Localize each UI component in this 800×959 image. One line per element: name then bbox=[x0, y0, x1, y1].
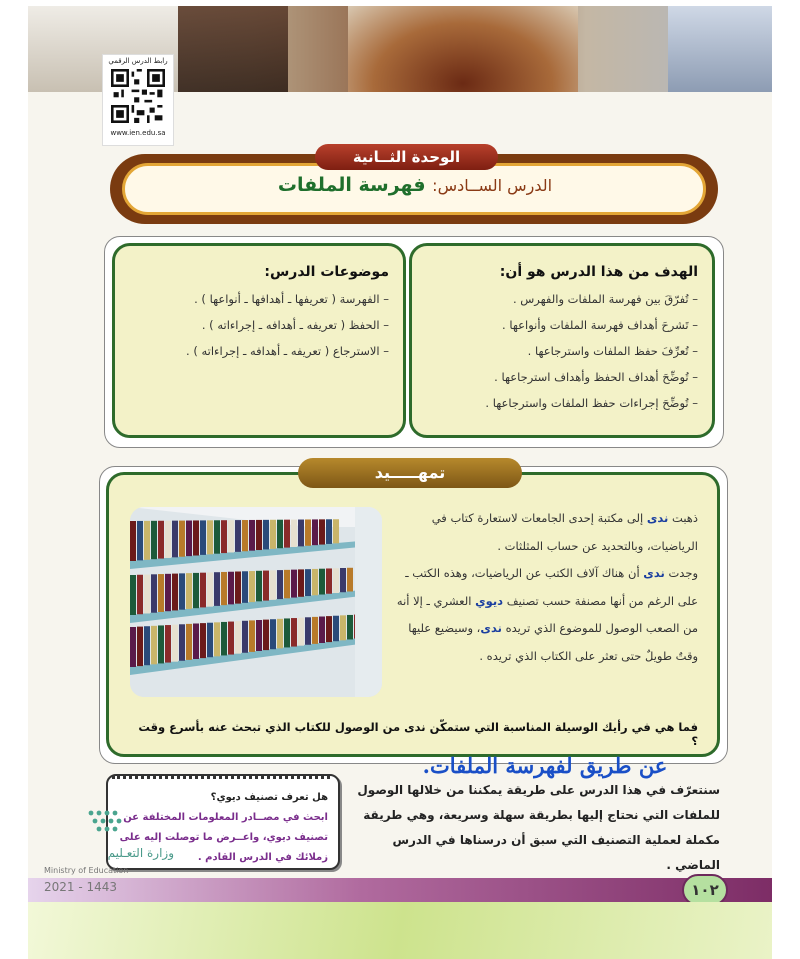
book-spine bbox=[298, 618, 304, 646]
book-spine bbox=[263, 571, 269, 601]
list-item: – الفهرسة ( تعريفها ـ أهدافها ـ أنواعها ) . bbox=[194, 292, 389, 306]
intro-question: فما هي في رأيك الوسيلة المناسبة التي ستمكّن ندى من الوصول للكتاب الذي تبحث عنه بأسرع وقت ؟ bbox=[138, 720, 698, 748]
book-spine bbox=[137, 575, 143, 614]
book-spine bbox=[312, 617, 318, 644]
book-spine bbox=[305, 617, 311, 645]
book-spine bbox=[193, 573, 199, 608]
text-span: ، وسيضيع عليها وقتٌ طويلٌ حتى تعثر على الكتاب الذي تريده . bbox=[408, 621, 698, 663]
name-nada: ندى bbox=[643, 566, 665, 580]
did-you-know-border bbox=[112, 776, 330, 785]
did-you-know-body: ابحث في مصــادر المعلومات المختلفة عن تصنيف ديوي، واعــرض ما توصلت إليه على زملائك في الدرس القادم . bbox=[119, 812, 328, 863]
book-spine bbox=[193, 624, 199, 660]
book-spine bbox=[312, 569, 318, 595]
book-spine bbox=[228, 572, 234, 605]
book-spine bbox=[305, 569, 311, 596]
book-spine bbox=[214, 572, 220, 606]
book-spine bbox=[256, 620, 262, 651]
book-spine bbox=[144, 626, 150, 665]
book-spine bbox=[200, 573, 206, 608]
book-spine bbox=[221, 572, 227, 605]
book-spine bbox=[319, 569, 325, 595]
name-dewey: ديوي bbox=[475, 593, 504, 608]
book-spine bbox=[172, 574, 178, 611]
book-spine bbox=[165, 521, 171, 558]
book-spine bbox=[221, 520, 227, 553]
library-bookshelf-photo bbox=[130, 507, 382, 697]
book-spine bbox=[326, 519, 332, 544]
book-spine bbox=[242, 571, 248, 603]
text-span: أن هناك آلاف الكتب عن الرياضيات، وهذه الكتب ـ على الرغم من أنها مصنفة حسب تصنيف bbox=[405, 566, 698, 608]
book-spine bbox=[158, 521, 164, 559]
footer-decoration bbox=[28, 902, 772, 959]
qr-card[interactable] bbox=[102, 54, 174, 146]
book-spine bbox=[256, 520, 262, 550]
book-spine bbox=[284, 618, 290, 647]
qr-title: رابط الدرس الرقمي bbox=[108, 57, 168, 65]
book-spine bbox=[207, 520, 213, 554]
book-spine bbox=[270, 520, 276, 549]
book-spine bbox=[291, 618, 297, 647]
book-spine bbox=[312, 519, 318, 545]
book-spine bbox=[242, 520, 248, 551]
ministry-english: Ministry of Education bbox=[44, 866, 129, 875]
list-item: – تُفرّقَ بين فهرسة الملفات والفهرس . bbox=[512, 292, 698, 306]
unit-label: الوحدة الثــانية bbox=[315, 144, 498, 170]
book-spine bbox=[284, 520, 290, 548]
list-item: – الحفظ ( تعريفه ـ أهدافه ـ إجراءاته ) . bbox=[201, 318, 389, 332]
book-spine bbox=[137, 627, 143, 667]
book-spine bbox=[151, 626, 157, 665]
list-item: – تَشرحَ أهداف فهرسة الملفات وأنواعها . bbox=[502, 318, 698, 332]
book-spine bbox=[291, 520, 297, 547]
intro-heading: تمهـــــيد bbox=[298, 458, 522, 488]
book-spine bbox=[186, 521, 192, 557]
book-spine bbox=[130, 575, 136, 615]
book-spine bbox=[277, 570, 283, 599]
book-spine bbox=[228, 520, 234, 552]
book-spine bbox=[151, 574, 157, 612]
book-spine bbox=[291, 570, 297, 598]
book-spine bbox=[256, 571, 262, 602]
edition-year: 2021 - 1443 bbox=[44, 880, 118, 894]
book-spine bbox=[214, 520, 220, 553]
list-item: – الاسترجاع ( تعريفه ـ أهدافه ـ إجراءاته ) . bbox=[186, 344, 389, 358]
book-spine bbox=[235, 520, 241, 552]
book-spine bbox=[298, 569, 304, 596]
book-spine bbox=[333, 519, 339, 543]
book-spine bbox=[277, 520, 283, 548]
book-spine bbox=[249, 571, 255, 602]
topics-panel bbox=[112, 243, 406, 438]
dots-decoration-icon bbox=[86, 808, 126, 838]
book-spine bbox=[221, 622, 227, 656]
book-spine bbox=[214, 622, 220, 656]
book-spine bbox=[179, 624, 185, 661]
book-spine bbox=[228, 622, 234, 655]
book-spine bbox=[200, 520, 206, 555]
text-span: ذهبت bbox=[668, 511, 698, 525]
qr-url[interactable]: www.ien.edu.sa bbox=[110, 129, 166, 137]
book-spine bbox=[151, 521, 157, 559]
book-spine bbox=[270, 619, 276, 649]
book-spine bbox=[179, 573, 185, 609]
book-spine bbox=[172, 521, 178, 558]
lesson-title bbox=[150, 174, 680, 196]
objectives-list bbox=[412, 286, 712, 416]
book-spine bbox=[340, 615, 346, 640]
book-spine bbox=[235, 572, 241, 604]
objectives-panel bbox=[409, 243, 715, 438]
objectives-heading: الهدف من هذا الدرس هو أن: bbox=[499, 264, 698, 280]
book-spine bbox=[172, 625, 178, 662]
book-spine bbox=[200, 623, 206, 658]
book-spine bbox=[193, 520, 199, 555]
book-spine bbox=[340, 568, 346, 592]
topics-heading: موضوعات الدرس: bbox=[264, 264, 389, 280]
book-spine bbox=[207, 572, 213, 606]
book-spine bbox=[319, 617, 325, 644]
book-spine bbox=[333, 568, 339, 593]
book-spine bbox=[179, 521, 185, 557]
book-spine bbox=[326, 616, 332, 642]
book-spine bbox=[319, 519, 325, 544]
handwritten-answer: عن طريق لفهرسة الملفات. bbox=[422, 753, 668, 778]
book-spine bbox=[270, 570, 276, 600]
list-item: – تُوضِّحَ أهداف الحفظ وأهداف استرجاعها . bbox=[494, 370, 698, 384]
book-spine bbox=[130, 521, 136, 561]
closing-paragraph: سنتعرّف في هذا الدرس على طريقة يمكننا من خلالها الوصول للملفات التي نحتاج إليها بطريقة سهلة وسريعة، وهي طريقة مكملة لعملية التصنيف التي سبق أن درسناها في الدرس الماضي . bbox=[357, 783, 720, 872]
book-spine bbox=[130, 627, 136, 667]
book-spine bbox=[207, 623, 213, 658]
qr-code-icon[interactable] bbox=[111, 69, 165, 123]
lesson-title-text: فهرسة الملفات bbox=[277, 174, 426, 196]
book-spine bbox=[263, 520, 269, 550]
topics-list bbox=[115, 286, 403, 364]
text-span: إلى مكتبة إحدى الجامعات لاستعارة كتاب في الرياضيات، وبالتحديد عن حساب المثلثات . bbox=[431, 511, 698, 553]
book-spine bbox=[186, 573, 192, 609]
text-span: وجدت bbox=[664, 566, 698, 580]
book-spine bbox=[333, 616, 339, 642]
book-spine bbox=[277, 619, 283, 649]
book-spine bbox=[242, 621, 248, 653]
book-spine bbox=[165, 625, 171, 663]
book-spine bbox=[165, 574, 171, 611]
book-spine bbox=[347, 615, 353, 640]
name-nada: ندى bbox=[646, 511, 669, 525]
did-you-know-question: هل تعرف تصنيف ديوي؟ bbox=[210, 792, 328, 803]
book-spine bbox=[249, 520, 255, 551]
book-spine bbox=[347, 568, 353, 592]
book-spine bbox=[158, 625, 164, 663]
list-item: – تُوضِّحَ إجراءات حفظ الملفات واسترجاعها . bbox=[485, 396, 698, 410]
intro-paragraph-2 bbox=[394, 560, 698, 670]
book-spine bbox=[186, 624, 192, 660]
name-nada: ندى bbox=[480, 621, 502, 635]
book-spine bbox=[158, 574, 164, 612]
text-span: العشري ـ إلا أنه من الصعب الوصول للموضوع الذي تريده bbox=[396, 593, 698, 635]
book-spine bbox=[144, 575, 150, 614]
intro-text bbox=[394, 505, 698, 670]
book-spine bbox=[137, 521, 143, 560]
list-item: – تُعرِّفَ حفظ الملفات واسترجاعها . bbox=[527, 344, 698, 358]
intro-paragraph-1 bbox=[394, 505, 698, 560]
book-spine bbox=[263, 620, 269, 651]
book-spine bbox=[326, 568, 332, 593]
book-spine bbox=[305, 519, 311, 545]
book-spine bbox=[249, 620, 255, 652]
page-number: ١٠٢ bbox=[682, 874, 728, 906]
book-spine bbox=[235, 621, 241, 653]
book-spine bbox=[298, 520, 304, 547]
lesson-prefix: الدرس الســادس: bbox=[432, 176, 553, 195]
ministry-logo-text: وزارة التعـليم bbox=[107, 846, 174, 860]
book-spine bbox=[284, 570, 290, 598]
book-spine bbox=[144, 521, 150, 560]
